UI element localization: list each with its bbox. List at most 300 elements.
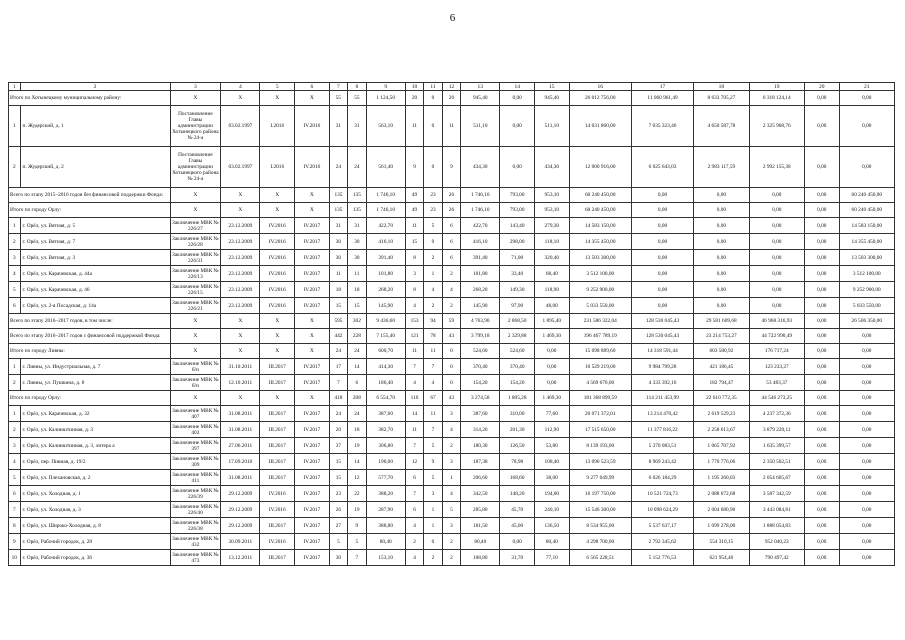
- table-cell: 793,00: [500, 203, 535, 218]
- header-numbers-row: [9, 83, 895, 91]
- table-cell: 4 237 372,36: [749, 406, 804, 422]
- table-row: [9, 359, 895, 375]
- table-cell: 0,00: [804, 298, 839, 314]
- table-cell: 2 992 155,38: [749, 147, 804, 188]
- table-cell: 14: [405, 406, 423, 422]
- table-cell: 268,20: [366, 282, 405, 298]
- table-cell: 13 503 300,00: [839, 250, 894, 266]
- table-cell: X: [260, 203, 295, 218]
- table-cell: X: [221, 203, 260, 218]
- table-cell: 71,00: [500, 250, 535, 266]
- table-cell: 3: [9, 250, 21, 266]
- table-cell: 511,10: [535, 106, 570, 147]
- table-cell: 0,00: [500, 106, 535, 147]
- table-cell: 0: [424, 91, 442, 106]
- summary-row: [9, 203, 895, 218]
- table-cell: 5: [442, 502, 460, 518]
- table-cell: 0,00: [804, 486, 839, 502]
- table-cell: 1 635 399,57: [749, 438, 804, 454]
- table-cell: 14 583 150,00: [569, 218, 631, 234]
- table-cell: Заключение МВК № 226/38: [170, 518, 221, 534]
- table-cell: 60 240 450,00: [569, 188, 631, 203]
- table-cell: 2: [424, 550, 442, 566]
- table-cell: X: [170, 91, 221, 106]
- table-cell: 0,00: [839, 91, 894, 106]
- table-cell: 0: [442, 344, 460, 359]
- table-row: [9, 422, 895, 438]
- table-cell: 12 000 916,00: [569, 147, 631, 188]
- table-cell: 126,50: [500, 438, 535, 454]
- table-cell: 0,00: [839, 518, 894, 534]
- table-row: [9, 534, 895, 550]
- table-cell: 0,00: [839, 106, 894, 147]
- table-cell: 30: [329, 234, 347, 250]
- table-cell: III.2017: [260, 422, 295, 438]
- table-cell: 30.09.2011: [221, 534, 260, 550]
- table-cell: X: [295, 188, 330, 203]
- table-cell: 43: [442, 329, 460, 344]
- table-cell: 1 746,10: [461, 188, 500, 203]
- table-cell: IV.2017: [295, 375, 330, 391]
- table-cell: 29.12.2009: [221, 518, 260, 534]
- table-cell: 24: [329, 406, 347, 422]
- table-cell: 0,00: [839, 454, 894, 470]
- table-cell: Заключение МВК № 397: [170, 438, 221, 454]
- table-cell: 3: [442, 454, 460, 470]
- table-cell: 1 124,50: [366, 91, 405, 106]
- table-cell: 31.08.2011: [221, 406, 260, 422]
- table-cell: 302: [348, 314, 366, 329]
- table-cell: 1 770 776,06: [694, 454, 749, 470]
- summary-row: [9, 329, 895, 344]
- table-cell: IV.2017: [295, 518, 330, 534]
- table-cell: 15: [348, 298, 366, 314]
- table-cell: 0,00: [631, 234, 693, 250]
- table-cell: 77,60: [535, 406, 570, 422]
- table-cell: 9: [9, 534, 21, 550]
- table-cell: 7: [348, 550, 366, 566]
- table-cell: 0,00: [694, 218, 749, 234]
- table-cell: 0,00: [749, 218, 804, 234]
- table-cell: 945,40: [461, 91, 500, 106]
- table-cell: 108,80: [461, 550, 500, 566]
- table-cell: X: [221, 188, 260, 203]
- table-cell: 554 310,15: [694, 534, 749, 550]
- table-cell: 1 805,28: [500, 391, 535, 406]
- table-cell: г. Орёл, Рабочий городок, д. 28: [20, 534, 170, 550]
- table-cell: Заключение МВК № 226/27: [170, 218, 221, 234]
- table-cell: 5: [329, 534, 347, 550]
- table-cell: 306,80: [366, 438, 405, 454]
- table-row: [9, 375, 895, 391]
- table-cell: 135: [348, 188, 366, 203]
- table-cell: 0,00: [804, 218, 839, 234]
- table-cell: IV.2017: [295, 406, 330, 422]
- table-cell: 5: [424, 470, 442, 486]
- table-cell: 0,00: [804, 344, 839, 359]
- table-cell: 33,40: [500, 266, 535, 282]
- table-cell: 0,00: [694, 203, 749, 218]
- table-cell: 11: [405, 218, 423, 234]
- table-cell: 114 211 453,99: [631, 391, 693, 406]
- table-cell: 23: [329, 486, 347, 502]
- table-cell: 314,20: [461, 422, 500, 438]
- table-cell: 422,70: [461, 218, 500, 234]
- table-cell: 23.12.2009: [221, 298, 260, 314]
- table-cell: IV.2017: [295, 234, 330, 250]
- table-cell: 0,00: [749, 234, 804, 250]
- table-cell: 4: [405, 518, 423, 534]
- table-cell: 4: [405, 375, 423, 391]
- table-cell: 11: [329, 266, 347, 282]
- table-cell: 60 240 450,00: [569, 203, 631, 218]
- table-cell: Заключение МВК № 226/13: [170, 266, 221, 282]
- table-cell: 10 098 624,29: [631, 502, 693, 518]
- table-row: [9, 438, 895, 454]
- table-cell: 24: [329, 344, 347, 359]
- table-cell: 577,70: [366, 470, 405, 486]
- table-cell: 1: [424, 502, 442, 518]
- table-cell: 4 298 700,00: [569, 534, 631, 550]
- table-cell: X: [221, 314, 260, 329]
- table-cell: 196 467 789,19: [569, 329, 631, 344]
- table-cell: IV.2016: [260, 266, 295, 282]
- table-cell: 953,10: [535, 203, 570, 218]
- table-cell: 26 506 350,00: [839, 314, 894, 329]
- table-cell: IV.2017: [295, 422, 330, 438]
- table-cell: 6: [405, 502, 423, 518]
- table-cell: 1: [442, 470, 460, 486]
- table-cell: 45,70: [500, 502, 535, 518]
- program-table: [8, 82, 895, 566]
- table-cell: 0,00: [804, 518, 839, 534]
- table-cell: 101,80: [366, 266, 405, 282]
- table-cell: 0,00: [500, 534, 535, 550]
- table-cell: 26: [442, 188, 460, 203]
- table-cell: III.2017: [260, 438, 295, 454]
- column-number: 16: [569, 83, 631, 91]
- table-cell: X: [221, 91, 260, 106]
- table-cell: 790 497,42: [749, 550, 804, 566]
- table-cell: 15: [329, 454, 347, 470]
- table-cell: 9: [442, 147, 460, 188]
- table-cell: IV.2017: [295, 282, 330, 298]
- table-cell: IV.2017: [295, 218, 330, 234]
- table-cell: 8: [405, 250, 423, 266]
- table-cell: 0,00: [749, 266, 804, 282]
- table-cell: X: [260, 391, 295, 406]
- table-cell: 15 546 300,00: [569, 502, 631, 518]
- table-cell: 37: [329, 438, 347, 454]
- table-cell: 3: [405, 266, 423, 282]
- table-cell: 0,00: [500, 147, 535, 188]
- table-cell: X: [295, 91, 330, 106]
- table-cell: 19: [348, 502, 366, 518]
- summary-label: Всего по этапу 2016–2017 годов с финансовой поддержкой Фонда:: [9, 329, 171, 344]
- table-cell: 7: [424, 359, 442, 375]
- table-cell: X: [170, 329, 221, 344]
- table-cell: 2: [442, 438, 460, 454]
- table-cell: 7: [329, 375, 347, 391]
- table-cell: 143,40: [500, 218, 535, 234]
- table-cell: 0,00: [535, 344, 570, 359]
- column-number: 18: [694, 83, 749, 91]
- table-cell: 135: [329, 203, 347, 218]
- table-cell: 168,60: [500, 470, 535, 486]
- column-number: 4: [221, 83, 260, 91]
- table-cell: X: [260, 188, 295, 203]
- table-cell: 2: [442, 550, 460, 566]
- table-cell: 8: [9, 518, 21, 534]
- table-cell: IV.2016: [260, 218, 295, 234]
- table-cell: 20: [405, 91, 423, 106]
- table-cell: г. Орёл, ул. Вятная, д. 3: [20, 250, 170, 266]
- table-cell: 182 794,47: [694, 375, 749, 391]
- table-cell: г. Орёл, ул. Плехановская, д. 2: [20, 470, 170, 486]
- table-row: [9, 282, 895, 298]
- table-cell: 23.12.2009: [221, 250, 260, 266]
- table-cell: Заключение МВК № б/н: [170, 359, 221, 375]
- table-cell: X: [295, 329, 330, 344]
- table-cell: 46 968 316,93: [749, 314, 804, 329]
- table-row: [9, 250, 895, 266]
- table-cell: 342,50: [461, 486, 500, 502]
- table-cell: 6 565 228,51: [569, 550, 631, 566]
- table-cell: 4: [442, 486, 460, 502]
- table-cell: 2: [9, 422, 21, 438]
- table-cell: 0,00: [631, 250, 693, 266]
- table-cell: 60 240 450,00: [839, 203, 894, 218]
- table-cell: 24: [348, 147, 366, 188]
- table-cell: 0,00: [804, 147, 839, 188]
- table-cell: 7 155,40: [366, 329, 405, 344]
- table-cell: 320,40: [535, 250, 570, 266]
- table-cell: 0,00: [694, 298, 749, 314]
- table-cell: 2 983 117,59: [694, 147, 749, 188]
- table-cell: Заключение МВК № 226/39: [170, 486, 221, 502]
- table-cell: 80,40: [461, 534, 500, 550]
- table-cell: 2 258 613,67: [694, 422, 749, 438]
- table-cell: 3: [442, 406, 460, 422]
- table-cell: 2 329,88: [500, 329, 535, 344]
- table-cell: г. Орёл, ул. Широко-Холодная, д. 8: [20, 518, 170, 534]
- table-cell: 26 012 756,00: [569, 91, 631, 106]
- table-cell: 4: [442, 282, 460, 298]
- table-cell: 11: [405, 422, 423, 438]
- table-cell: 524,60: [500, 344, 535, 359]
- table-cell: 153: [405, 314, 423, 329]
- table-cell: г. Ливны, ул. Индустриальная, д. 7: [20, 359, 170, 375]
- table-cell: 78,98: [500, 454, 535, 470]
- table-cell: 154,20: [461, 375, 500, 391]
- table-cell: 563,10: [366, 106, 405, 147]
- table-cell: 0,00: [749, 250, 804, 266]
- table-cell: 0,00: [804, 106, 839, 147]
- table-cell: 285,80: [461, 502, 500, 518]
- table-cell: 4: [405, 298, 423, 314]
- table-cell: 1 888 054,83: [749, 518, 804, 534]
- table-cell: 13.12.2011: [221, 550, 260, 566]
- table-cell: 3: [442, 518, 460, 534]
- table-cell: г. Орёл, ул. Вятная, д. 5: [20, 218, 170, 234]
- table-cell: IV.2016: [260, 282, 295, 298]
- table-cell: 23.12.2009: [221, 266, 260, 282]
- table-cell: 149,30: [500, 282, 535, 298]
- table-cell: 3: [9, 438, 21, 454]
- table-cell: 181 368 899,59: [569, 391, 631, 406]
- summary-row: [9, 344, 895, 359]
- table-cell: IV.2017: [295, 486, 330, 502]
- table-cell: 8 534 955,00: [569, 518, 631, 534]
- table-cell: г. Орёл, ул. Карачевская, д. 44а: [20, 266, 170, 282]
- table-cell: 0,00: [804, 391, 839, 406]
- table-cell: 0,00: [631, 282, 693, 298]
- table-cell: 18: [329, 282, 347, 298]
- column-number: 6: [295, 83, 330, 91]
- table-cell: 0,00: [839, 344, 894, 359]
- table-cell: 287,90: [366, 502, 405, 518]
- table-cell: 31: [348, 218, 366, 234]
- table-cell: 2: [9, 147, 21, 188]
- summary-label: Итого по городу Орлу:: [9, 203, 171, 218]
- table-cell: IV.2017: [295, 550, 330, 566]
- table-cell: 6 025 643,03: [631, 147, 693, 188]
- table-cell: 26: [442, 203, 460, 218]
- table-cell: 22: [348, 486, 366, 502]
- table-cell: 20: [442, 91, 460, 106]
- table-cell: 240,10: [535, 502, 570, 518]
- table-cell: 44 546 273,25: [749, 391, 804, 406]
- table-cell: Заключение МВК № 226/21: [170, 298, 221, 314]
- table-cell: 9 252 900,00: [569, 282, 631, 298]
- table-cell: 2 325 968,76: [749, 106, 804, 147]
- table-cell: г. Орёл, ул. Холодная, д. 1: [20, 486, 170, 502]
- table-cell: 206,60: [461, 470, 500, 486]
- table-cell: 2: [442, 298, 460, 314]
- table-cell: 391,40: [366, 250, 405, 266]
- table-cell: п. Жудерский, д. 1: [20, 106, 170, 147]
- table-cell: 45,00: [500, 518, 535, 534]
- summary-label: Всего по этапу 2015–2016 годов без финансовой поддержки Фонда:: [9, 188, 171, 203]
- table-cell: 7: [424, 422, 442, 438]
- table-cell: 0,00: [694, 266, 749, 282]
- table-cell: 5: [9, 282, 21, 298]
- table-cell: 3: [424, 486, 442, 502]
- table-cell: 24: [348, 344, 366, 359]
- table-cell: г. Орёл, Рабочий городок, д. 36: [20, 550, 170, 566]
- table-cell: п. Жудерский, д. 2: [20, 147, 170, 188]
- table-cell: 112,90: [535, 422, 570, 438]
- table-row: [9, 454, 895, 470]
- table-cell: 3 587 342,59: [749, 486, 804, 502]
- column-number: 12: [442, 83, 460, 91]
- table-cell: 0,00: [804, 470, 839, 486]
- table-cell: 14 318 591,44: [631, 344, 693, 359]
- table-cell: 49: [405, 188, 423, 203]
- table-cell: 0,00: [839, 359, 894, 375]
- table-cell: 20 071 372,01: [569, 406, 631, 422]
- table-cell: 0,00: [839, 502, 894, 518]
- table-cell: 77,10: [535, 550, 570, 566]
- table-cell: 44 722 990,49: [749, 329, 804, 344]
- table-cell: 5 033 550,00: [839, 298, 894, 314]
- table-cell: 1: [9, 359, 21, 375]
- table-row: [9, 502, 895, 518]
- column-number: 9: [366, 83, 405, 91]
- table-cell: 1 746,10: [461, 203, 500, 218]
- table-cell: 7: [405, 359, 423, 375]
- table-cell: Заключение МВК № 411: [170, 470, 221, 486]
- table-cell: 135: [348, 203, 366, 218]
- table-cell: 793,00: [500, 188, 535, 203]
- table-cell: 6: [442, 234, 460, 250]
- table-cell: 6: [9, 298, 21, 314]
- table-cell: 3 512 100,00: [569, 266, 631, 282]
- table-cell: 49: [405, 203, 423, 218]
- table-cell: г. Орёл, ул. Карачевская, д. 32: [20, 406, 170, 422]
- table-cell: X: [260, 344, 295, 359]
- table-cell: 135: [329, 188, 347, 203]
- table-cell: 0: [442, 359, 460, 375]
- table-cell: 9 277 049,99: [569, 470, 631, 486]
- table-cell: X: [295, 391, 330, 406]
- column-number: 10: [405, 83, 423, 91]
- table-cell: X: [260, 314, 295, 329]
- table-cell: III.2017: [260, 518, 295, 534]
- table-cell: 231 586 322,04: [569, 314, 631, 329]
- table-cell: 388,80: [366, 518, 405, 534]
- table-cell: 388,20: [366, 486, 405, 502]
- table-cell: Постановление Главы администрации Хотынецкого района № 24-а: [170, 106, 221, 147]
- table-cell: 9: [424, 234, 442, 250]
- table-cell: 1 065 707,92: [694, 438, 749, 454]
- table-cell: X: [170, 344, 221, 359]
- table-cell: 952 040,23: [749, 534, 804, 550]
- table-cell: 1 895,40: [535, 314, 570, 329]
- table-cell: 13 214 470,42: [631, 406, 693, 422]
- table-cell: 14 355 450,00: [839, 234, 894, 250]
- table-cell: I.2016: [260, 106, 295, 147]
- table-cell: 180,30: [461, 438, 500, 454]
- table-cell: 38,00: [535, 470, 570, 486]
- table-cell: X: [260, 91, 295, 106]
- column-number: 8: [348, 83, 366, 91]
- table-cell: 387,60: [461, 406, 500, 422]
- table-cell: 6: [9, 486, 21, 502]
- table-cell: 176 717,24: [749, 344, 804, 359]
- table-row: [9, 518, 895, 534]
- summary-row: [9, 391, 895, 406]
- table-cell: 9: [424, 454, 442, 470]
- table-cell: 268,20: [461, 282, 500, 298]
- table-cell: Заключение МВК № 226/31: [170, 250, 221, 266]
- table-cell: 0,00: [804, 454, 839, 470]
- table-cell: 3 799,18: [461, 329, 500, 344]
- table-cell: 603 580,92: [694, 344, 749, 359]
- table-cell: 1 195 260,03: [694, 470, 749, 486]
- column-number: 19: [749, 83, 804, 91]
- table-cell: 55: [348, 91, 366, 106]
- table-cell: 31: [348, 106, 366, 147]
- table-cell: 6: [442, 250, 460, 266]
- table-cell: 0,00: [839, 438, 894, 454]
- table-cell: 110: [405, 391, 423, 406]
- table-cell: 17.09.2010: [221, 454, 260, 470]
- table-cell: 0,00: [839, 486, 894, 502]
- table-cell: 0,00: [839, 550, 894, 566]
- table-cell: 31: [329, 218, 347, 234]
- table-cell: 11: [424, 344, 442, 359]
